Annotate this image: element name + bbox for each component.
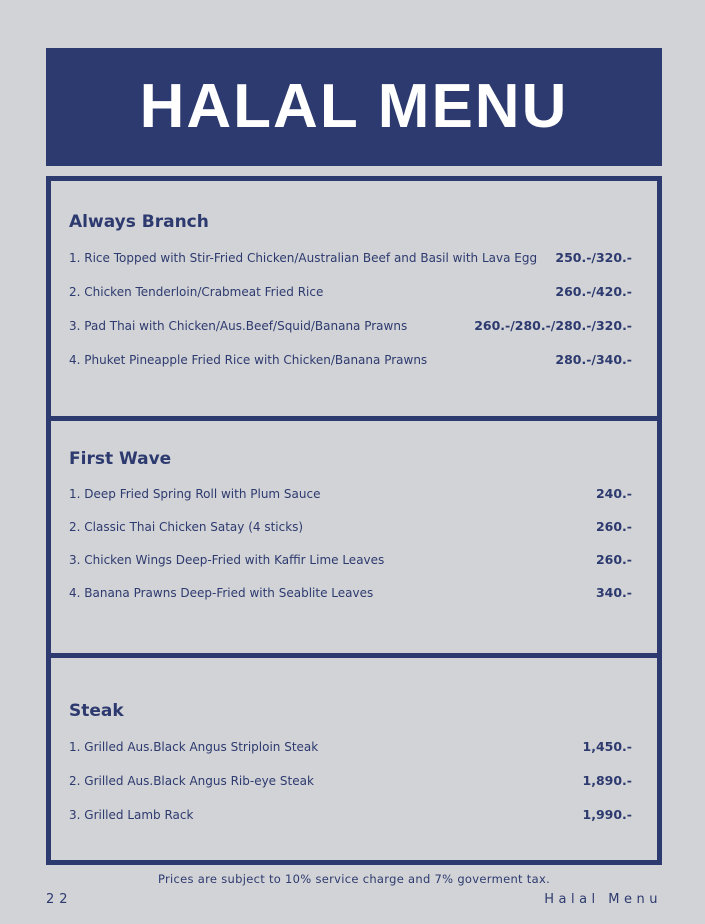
menu-item-price: 260.-/280.-/280.-/320.- xyxy=(474,318,632,333)
menu-header-band xyxy=(46,48,662,166)
menu-item-row xyxy=(69,518,632,536)
menu-section-always-branch xyxy=(46,176,662,421)
menu-item-name: 4. Banana Prawns Deep-Fried with Seablite Leaves xyxy=(69,586,374,600)
page-title: HALAL MENU xyxy=(139,72,569,141)
section-title: Always Branch xyxy=(69,212,209,232)
page-footer xyxy=(46,892,662,907)
menu-item-row xyxy=(69,485,632,503)
menu-item-row xyxy=(69,584,632,602)
menu-item-name: 3. Grilled Lamb Rack xyxy=(69,808,194,822)
menu-item-name: 1. Rice Topped with Stir-Fried Chicken/Australian Beef and Basil with Lava Egg xyxy=(69,251,538,265)
menu-item-row xyxy=(69,551,632,569)
menu-item-row xyxy=(69,772,632,790)
menu-item-name: 1. Deep Fried Spring Roll with Plum Sauce xyxy=(69,487,321,501)
menu-item-price: 260.- xyxy=(595,552,632,567)
menu-item-price: 240.- xyxy=(595,486,632,501)
menu-item-row xyxy=(69,351,632,369)
tax-note: Prices are subject to 10% service charge and 7% goverment tax. xyxy=(157,872,551,886)
menu-item-price: 280.-/340.- xyxy=(555,352,632,367)
menu-item-row xyxy=(69,249,632,267)
menu-item-price: 340.- xyxy=(595,585,632,600)
menu-item-name: 1. Grilled Aus.Black Angus Striploin Steak xyxy=(69,740,319,754)
menu-item-name: 4. Phuket Pineapple Fried Rice with Chicken/Banana Prawns xyxy=(69,353,428,367)
footer-menu-label: Halal Menu xyxy=(544,892,662,907)
section-title: Steak xyxy=(69,701,124,721)
menu-item-row xyxy=(69,806,632,824)
menu-section-steak xyxy=(46,653,662,865)
menu-item-price: 260.-/420.- xyxy=(555,284,632,299)
menu-item-price: 1,890.- xyxy=(582,773,632,788)
menu-item-name: 3. Pad Thai with Chicken/Aus.Beef/Squid/Banana Prawns xyxy=(69,319,408,333)
menu-item-price: 250.-/320.- xyxy=(555,250,632,265)
menu-section-first-wave xyxy=(46,416,662,658)
menu-item-row xyxy=(69,317,632,335)
section-title: First Wave xyxy=(69,449,172,469)
menu-item-name: 2. Chicken Tenderloin/Crabmeat Fried Rice xyxy=(69,285,324,299)
menu-item-price: 1,450.- xyxy=(582,739,632,754)
menu-item-name: 3. Chicken Wings Deep-Fried with Kaffir Lime Leaves xyxy=(69,553,385,567)
page-number: 22 xyxy=(46,892,73,907)
menu-item-name: 2. Grilled Aus.Black Angus Rib-eye Steak xyxy=(69,774,314,788)
menu-item-price: 260.- xyxy=(595,519,632,534)
menu-item-name: 2. Classic Thai Chicken Satay (4 sticks) xyxy=(69,520,304,534)
menu-item-price: 1,990.- xyxy=(582,807,632,822)
menu-sections xyxy=(46,176,662,865)
menu-item-row xyxy=(69,738,632,756)
menu-item-row xyxy=(69,283,632,301)
menu-content xyxy=(46,48,662,907)
